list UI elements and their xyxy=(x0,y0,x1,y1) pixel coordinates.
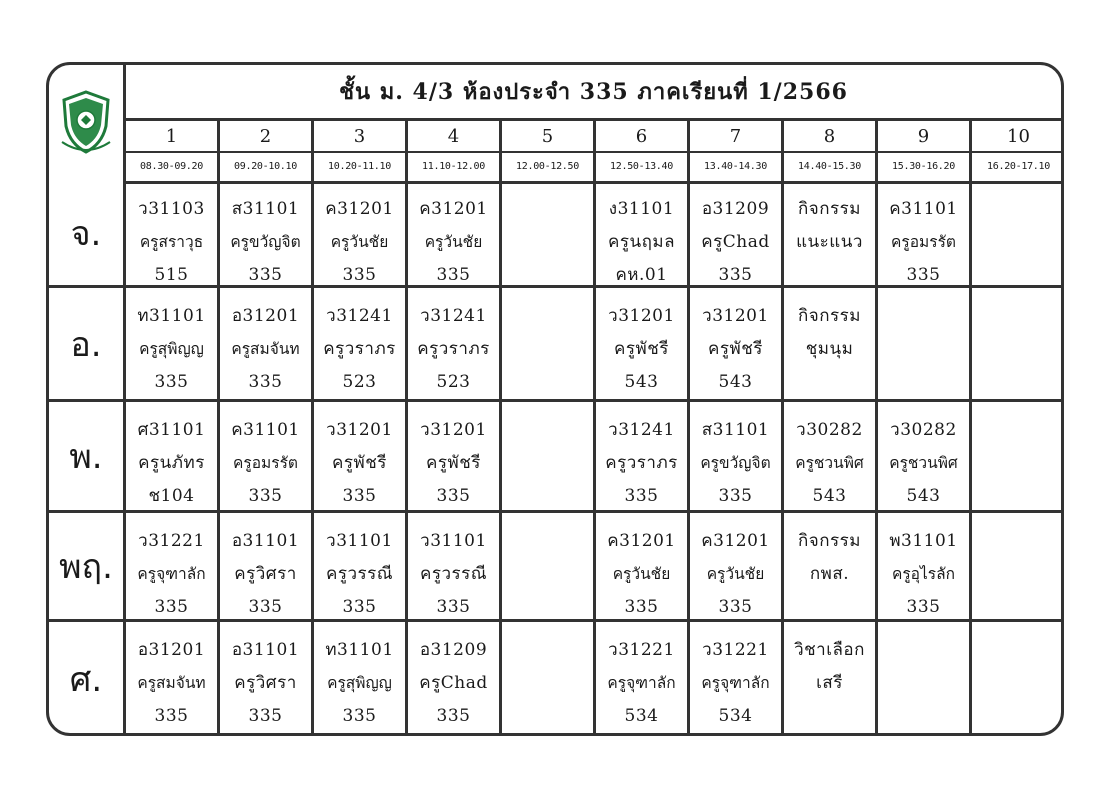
timetable-cell xyxy=(126,513,220,619)
subject-code: อ31209 xyxy=(701,199,770,219)
teacher-name: ครูสุพิญญ xyxy=(327,674,392,692)
timetable-cell xyxy=(220,622,314,735)
subject-code: ว31201 xyxy=(608,306,675,326)
day-label: ศ. xyxy=(69,659,103,700)
timetable-cell xyxy=(878,513,972,619)
timetable-cell xyxy=(314,288,408,399)
room-number xyxy=(827,366,833,399)
timetable-cell xyxy=(784,622,878,735)
teacher-name: ครูวันชัย xyxy=(330,233,389,251)
room-number xyxy=(1016,480,1022,510)
subject-code: ว30282 xyxy=(796,420,863,440)
subject-code: พ31101 xyxy=(889,531,958,551)
period-number: 3 xyxy=(314,121,408,151)
timetable-cell xyxy=(220,181,314,285)
room-number xyxy=(1016,591,1022,619)
subject-code xyxy=(545,634,551,667)
subject-code: ง31101 xyxy=(608,199,675,219)
timetable-cell xyxy=(596,402,690,510)
room-number: 335 xyxy=(718,265,753,285)
teacher-name: ครูChad xyxy=(701,232,770,252)
period-time: 15.30-16.20 xyxy=(878,151,972,181)
subject-code: ว31241 xyxy=(608,420,675,440)
subject-code: อ31101 xyxy=(231,640,300,660)
subject-code: ว31101 xyxy=(326,531,393,551)
teacher-name xyxy=(921,667,927,700)
timetable-cell xyxy=(314,513,408,619)
subject-code: ส31101 xyxy=(701,420,770,440)
room-number xyxy=(545,591,551,619)
room-number: 335 xyxy=(248,706,283,726)
timetable-cell xyxy=(408,622,502,735)
period-time-row xyxy=(126,151,1061,184)
teacher-name xyxy=(1016,667,1022,700)
subject-code: ว31201 xyxy=(326,420,393,440)
teacher-name: ชุมนุม xyxy=(805,339,854,359)
timetable-cell xyxy=(972,288,1064,399)
teacher-name: ครูสุพิญญ xyxy=(139,340,204,358)
timetable-cell xyxy=(502,181,596,285)
timetable-cell xyxy=(596,622,690,735)
period-number: 6 xyxy=(596,121,690,151)
teacher-name: ครูขวัญจิต xyxy=(230,233,301,251)
timetable-cell xyxy=(972,181,1064,285)
room-number: 335 xyxy=(248,597,283,617)
timetable-cell xyxy=(690,181,784,285)
teacher-name xyxy=(1016,226,1022,259)
teacher-name: เสรี xyxy=(816,673,843,693)
subject-code: ส31101 xyxy=(231,199,300,219)
timetable-cell xyxy=(784,402,878,510)
room-number: 543 xyxy=(906,486,941,506)
timetable-cell xyxy=(126,622,220,735)
period-number: 2 xyxy=(220,121,314,151)
timetable-cell xyxy=(690,622,784,735)
room-number: 335 xyxy=(436,706,471,726)
subject-code: ค31201 xyxy=(419,199,488,219)
room-number: 335 xyxy=(248,486,283,506)
room-number: คห.01 xyxy=(615,265,668,285)
day-column xyxy=(49,181,126,733)
room-number: 543 xyxy=(624,372,659,392)
room-number: 335 xyxy=(624,597,659,617)
teacher-name: ครูนภัทร xyxy=(138,453,205,473)
timetable-cell xyxy=(972,402,1064,510)
period-time: 08.30-09.20 xyxy=(126,151,220,181)
teacher-name: ครูอุไรลัก xyxy=(891,565,955,583)
timetable-cell xyxy=(408,513,502,619)
subject-code xyxy=(1016,414,1022,447)
room-number: 543 xyxy=(812,486,847,506)
room-number: 515 xyxy=(154,265,189,285)
day-label: พ. xyxy=(49,402,123,513)
subject-code: กิจกรรม xyxy=(797,306,861,326)
room-number: 335 xyxy=(154,372,189,392)
teacher-name: แนะแนว xyxy=(796,232,863,252)
timetable-cell xyxy=(126,402,220,510)
teacher-name: ครูสมจันท xyxy=(137,674,206,692)
subject-code: อ31201 xyxy=(137,640,206,660)
teacher-name: ครูวราภร xyxy=(323,339,396,359)
subject-code: ว31221 xyxy=(138,531,205,551)
timetable-cell xyxy=(314,181,408,285)
timetable-cell xyxy=(784,513,878,619)
timetable-cell xyxy=(314,622,408,735)
room-number: 335 xyxy=(342,265,377,285)
period-time: 09.20-10.10 xyxy=(220,151,314,181)
subject-code: อ31101 xyxy=(231,531,300,551)
room-number xyxy=(545,480,551,510)
period-number: 7 xyxy=(690,121,784,151)
teacher-name: ครูวรรณี xyxy=(325,564,394,584)
subject-code: ว31201 xyxy=(420,420,487,440)
room-number: 335 xyxy=(342,706,377,726)
room-number: 534 xyxy=(718,706,753,726)
timetable-cell xyxy=(878,402,972,510)
subject-code: ท31101 xyxy=(137,306,206,326)
subject-code: ว31103 xyxy=(138,199,205,219)
teacher-name: ครูอมรรัต xyxy=(891,233,956,251)
teacher-name: ครูวราภร xyxy=(417,339,490,359)
room-number: 335 xyxy=(342,597,377,617)
subject-code xyxy=(1016,300,1022,333)
subject-code xyxy=(545,193,551,226)
subject-code: อ31201 xyxy=(231,306,300,326)
period-time: 11.10-12.00 xyxy=(408,151,502,181)
room-number: 335 xyxy=(436,597,471,617)
room-number xyxy=(1016,366,1022,399)
teacher-name xyxy=(545,226,551,259)
room-number: 335 xyxy=(718,597,753,617)
room-number xyxy=(827,259,833,285)
subject-code: ค31101 xyxy=(231,420,300,440)
teacher-name: ครูวรรณี xyxy=(419,564,488,584)
subject-code: วิชาเลือก xyxy=(794,640,865,660)
timetable-cell xyxy=(596,288,690,399)
timetable-cell xyxy=(784,288,878,399)
period-number: 8 xyxy=(784,121,878,151)
timetable-row xyxy=(126,288,1061,402)
timetable-cell xyxy=(972,513,1064,619)
period-time: 16.20-17.10 xyxy=(987,160,1050,172)
timetable-cell xyxy=(408,288,502,399)
subject-code xyxy=(921,634,927,667)
room-number: 335 xyxy=(906,597,941,617)
room-number: 335 xyxy=(718,486,753,506)
subject-code: อ31209 xyxy=(419,640,488,660)
subject-code: ค31201 xyxy=(607,531,676,551)
timetable-cell xyxy=(408,181,502,285)
room-number: 335 xyxy=(436,265,471,285)
timetable-cell xyxy=(502,513,596,619)
timetable-cell xyxy=(408,402,502,510)
teacher-name: ครูพัชรี xyxy=(426,453,481,473)
period-number: 1 xyxy=(126,121,220,151)
room-number xyxy=(545,366,551,399)
subject-code: ว30282 xyxy=(890,420,957,440)
teacher-name xyxy=(545,558,551,591)
timetable-cell xyxy=(126,288,220,399)
subject-code: ค31201 xyxy=(325,199,394,219)
subject-code: ค31101 xyxy=(889,199,958,219)
timetable-cell xyxy=(596,513,690,619)
room-number xyxy=(827,591,833,619)
timetable-cell xyxy=(690,402,784,510)
room-number xyxy=(545,700,551,733)
subject-code: ศ31101 xyxy=(137,420,206,440)
period-number: 4 xyxy=(408,121,502,151)
subject-code xyxy=(1016,525,1022,558)
room-number: 335 xyxy=(624,486,659,506)
timetable-frame xyxy=(46,62,1064,736)
teacher-name: ครูวันชัย xyxy=(424,233,483,251)
teacher-name: ครูขวัญจิต xyxy=(700,454,771,472)
teacher-name xyxy=(545,667,551,700)
day-label: พฤ. xyxy=(49,513,123,622)
room-number: 534 xyxy=(624,706,659,726)
period-header xyxy=(126,121,1061,181)
teacher-name xyxy=(921,333,927,366)
teacher-name xyxy=(545,333,551,366)
room-number xyxy=(1016,700,1022,733)
room-number xyxy=(921,700,927,733)
timetable-cell xyxy=(878,288,972,399)
teacher-name: ครูจุฑาลัก xyxy=(137,565,206,583)
teacher-name: ครูจุฑาลัก xyxy=(701,674,770,692)
period-time: 10.20-11.10 xyxy=(314,151,408,181)
room-number xyxy=(827,700,833,733)
room-number xyxy=(1016,259,1022,285)
day-label: อ. xyxy=(49,288,123,402)
timetable-cell xyxy=(220,402,314,510)
teacher-name: ครูอมรรัต xyxy=(233,454,298,472)
subject-code xyxy=(545,300,551,333)
room-number: 335 xyxy=(436,486,471,506)
timetable-cell xyxy=(784,181,878,285)
timetable-cell xyxy=(878,622,972,735)
room-number xyxy=(921,366,927,399)
room-number: 335 xyxy=(248,372,283,392)
room-number: 335 xyxy=(154,706,189,726)
period-number-row xyxy=(126,121,1061,153)
period-number: 5 xyxy=(502,121,596,151)
subject-code: กิจกรรม xyxy=(797,199,861,219)
timetable-row xyxy=(126,181,1061,288)
timetable-cell xyxy=(126,181,220,285)
subject-code: กิจกรรม xyxy=(797,531,861,551)
timetable-cell xyxy=(220,288,314,399)
teacher-name: กพส. xyxy=(809,564,850,584)
teacher-name xyxy=(545,447,551,480)
teacher-name: ครูวิศรา xyxy=(234,673,297,693)
subject-code: ว31241 xyxy=(420,306,487,326)
timetable-row xyxy=(126,513,1061,622)
period-time: 12.50-13.40 xyxy=(596,151,690,181)
room-number: ช104 xyxy=(148,486,195,506)
day-label: จ. xyxy=(49,181,123,288)
period-time: 13.40-14.30 xyxy=(690,151,784,181)
teacher-name xyxy=(1016,558,1022,591)
teacher-name: ครูสมจันท xyxy=(231,340,300,358)
subject-code: ว31101 xyxy=(420,531,487,551)
subject-code xyxy=(1016,634,1022,667)
timetable-cell xyxy=(502,622,596,735)
subject-code xyxy=(1016,193,1022,226)
teacher-name xyxy=(1016,447,1022,480)
teacher-name: ครูสราวุธ xyxy=(139,233,204,251)
period-time: 12.00-12.50 xyxy=(502,151,596,181)
room-number: 543 xyxy=(718,372,753,392)
timetable-row xyxy=(126,622,1061,735)
teacher-name: ครูชวนพิศ xyxy=(889,454,958,472)
teacher-name: ครูนฤมล xyxy=(607,232,676,252)
room-number: 335 xyxy=(342,486,377,506)
subject-code: ท31101 xyxy=(325,640,394,660)
subject-code xyxy=(545,525,551,558)
timetable-cell xyxy=(502,288,596,399)
timetable-cell xyxy=(596,181,690,285)
teacher-name: ครูจุฑาลัก xyxy=(607,674,676,692)
timetable-cell xyxy=(502,402,596,510)
subject-code: ว31221 xyxy=(608,640,675,660)
timetable-cell xyxy=(690,513,784,619)
teacher-name: ครูวราภร xyxy=(605,453,678,473)
teacher-name: ครูพัชรี xyxy=(332,453,387,473)
subject-code: ว31241 xyxy=(326,306,393,326)
subject-code: ว31221 xyxy=(702,640,769,660)
teacher-name xyxy=(1016,333,1022,366)
subject-code: ว31201 xyxy=(702,306,769,326)
teacher-name: ครูวันชัย xyxy=(612,565,671,583)
timetable-row xyxy=(126,402,1061,513)
school-crest-icon xyxy=(56,88,116,158)
teacher-name: ครูChad xyxy=(419,673,488,693)
room-number: 335 xyxy=(154,597,189,617)
room-number: 335 xyxy=(906,265,941,285)
timetable-cell xyxy=(314,402,408,510)
subject-code xyxy=(545,414,551,447)
period-time: 14.40-15.30 xyxy=(784,151,878,181)
timetable-title: ชั้น ม. 4/3 ห้องประจำ 335 ภาคเรียนที่ 1/2566 xyxy=(126,65,1061,121)
timetable-body xyxy=(126,181,1061,733)
teacher-name: ครูวิศรา xyxy=(234,564,297,584)
period-number: 10 xyxy=(1007,125,1030,147)
subject-code: ค31201 xyxy=(701,531,770,551)
school-logo xyxy=(49,65,126,181)
teacher-name: ครูพัชรี xyxy=(614,339,669,359)
subject-code xyxy=(921,300,927,333)
period-number: 9 xyxy=(878,121,972,151)
timetable-cell xyxy=(878,181,972,285)
timetable-cell xyxy=(220,513,314,619)
room-number xyxy=(545,259,551,285)
timetable-cell xyxy=(972,622,1064,735)
teacher-name: ครูพัชรี xyxy=(708,339,763,359)
room-number: 335 xyxy=(248,265,283,285)
timetable-cell xyxy=(690,288,784,399)
teacher-name: ครูชวนพิศ xyxy=(795,454,864,472)
room-number: 523 xyxy=(342,372,377,392)
teacher-name: ครูวันชัย xyxy=(706,565,765,583)
room-number: 523 xyxy=(436,372,471,392)
